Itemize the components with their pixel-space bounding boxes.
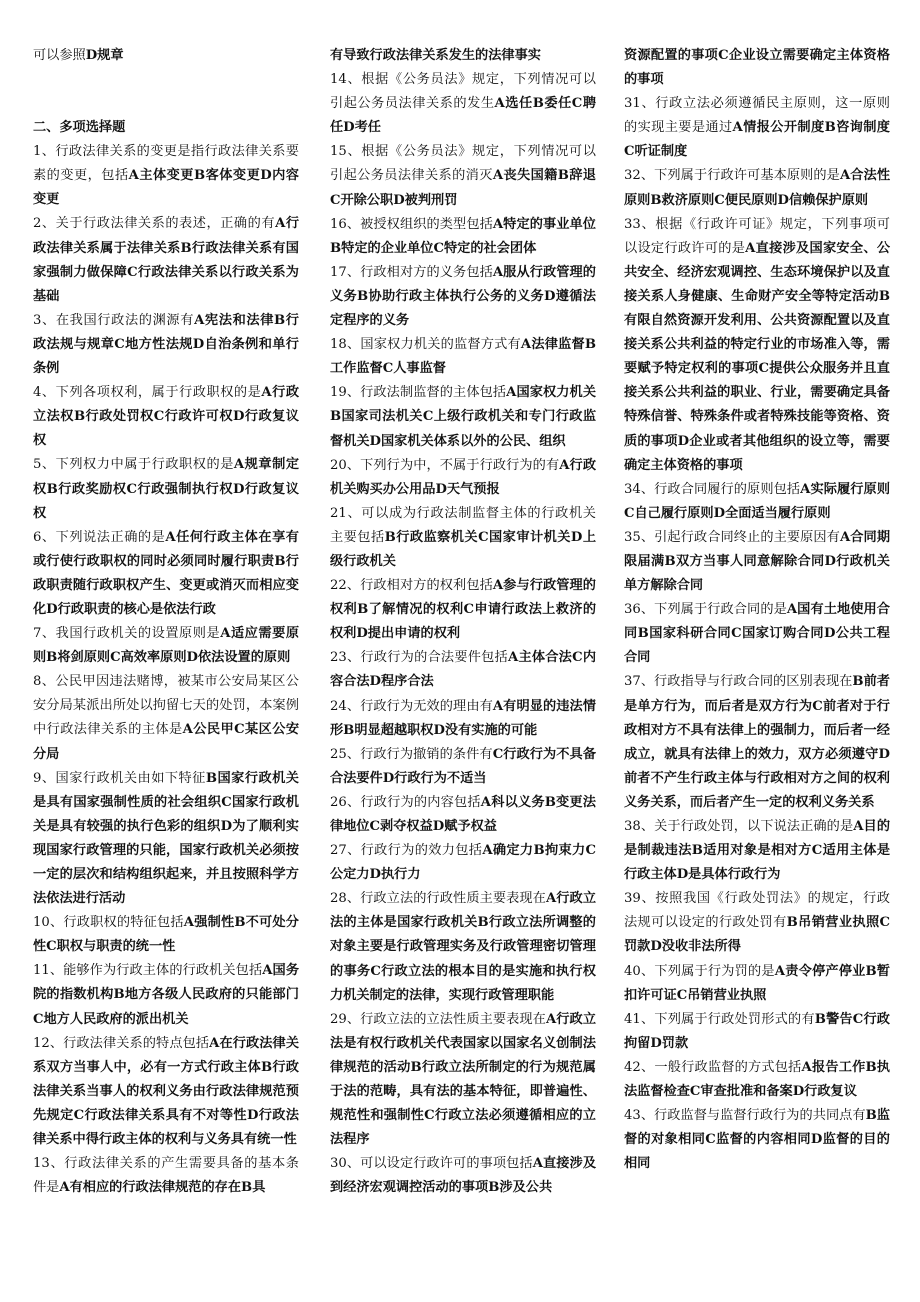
answer-text: A规章制定权B行政奖励权C行政强制执行权D行政复议权 [33,457,300,521]
question-text: 19、行政法制监督的主体包括 [330,385,507,401]
question-text: 9、国家行政机关由如下特征 [33,770,206,786]
question-text: 11、能够作为行政主体的行政机关包括 [33,963,263,979]
question-item [330,381,596,453]
question-text: 27、行政行为的效力包括 [330,843,483,859]
question-text: 26、行政行为的内容包括 [330,794,481,810]
answer-text: A任何行政主体在享有或行使行政职权的同时必须同时履行职责B行政职责随行政职权产生、变更或消灭而相应变化D行政职责的核心是依法行政 [33,529,299,617]
question-item [33,140,299,212]
question-text: 可以参照 [33,48,86,63]
answer-text: A行政机关购买办公用品D天气预报 [330,457,597,497]
answer-text: A公民甲C某区公安分局 [33,722,300,762]
answer-text: A合同期限届满B双方当事人同意解除合同D行政机关单方解除合同 [624,529,891,594]
question-text: 16、被授权组织的类型包括 [330,216,493,232]
answer-text: B监督的对象相同C监督的内容相同D监督的目的相同 [624,1108,890,1172]
answer-text: A责令停产停业B暂扣许可证C吊销营业执照 [624,963,890,1003]
question-item [330,1152,596,1200]
answer-text: A选任B委任C聘任D考任 [330,96,597,136]
answer-text: A服从行政管理的义务B协助行政主体执行公务的义务D遵循法定程序的义务 [330,264,596,329]
answer-text: A宪法和法律B行政法规与规章C地方性法规D自治条例和单行条例 [33,312,299,377]
question-item [624,526,890,598]
question-text: 18、国家权力机关的监督方式有 [330,337,521,353]
question-item [624,670,890,815]
section-spacer [33,68,299,116]
answer-text: A目的是制裁违法B适用对象是相对方C适用主体是行政主体D是具体行政行为 [624,819,891,883]
question-text: 34、行政合同履行的原则包括 [624,481,801,497]
section-heading: 二、多项选择题 [33,120,126,136]
answer-text: A国家权力机关B国家司法机关C上级行政机关和专门行政监督机关D国家机关体系以外的公民、组织 [330,385,597,449]
question-item [33,622,299,670]
question-item [330,1008,596,1153]
answer-text: A报告工作B执法监督检查C审查批准和备案D行政复议 [624,1059,890,1100]
question-item [330,574,596,646]
question-item [33,1152,299,1200]
question-item [624,1056,890,1104]
question-text: 42、一般行政监督的方式包括 [624,1059,802,1075]
answer-text: A情报公开制度B咨询制度C听证制度 [624,120,890,160]
question-item [624,1008,890,1056]
question-text: 2、关于行政法律关系的表述，正确的有 [33,216,276,232]
question-text: 14、根据《公务员法》规定，下列情况可以引起公务员法律关系的发生 [330,72,596,112]
question-text: 25、行政行为撤销的条件有 [330,746,493,762]
question-text: 20、下列行为中，不属于行政行为的有 [330,457,560,473]
question-text: 22、行政相对方的权利包括 [330,578,493,594]
question-text: 21、可以成为行政法制监督主体的行政机关主要包括 [330,505,596,545]
answer-text: A在行政法律关系双方当事人中，必有一方式行政主体B行政法律关系当事人的权利义务由行政法律规范预先规定C行政法律关系具有不对等性D行政法律关系中得行政主体的权利与义务具有统一性 [33,1035,300,1148]
answer-text: A特定的事业单位B特定的企业单位C特定的社会团体 [330,216,596,256]
question-text: 37、行政指导与行政合同的区别表现在 [624,674,853,690]
answer-text: A实际履行原则C自己履行原则D全面适当履行原则 [624,481,891,521]
question-item [33,767,299,912]
question-item [330,140,596,212]
answer-text: D规章 [85,48,124,63]
text-column-right [624,44,890,1176]
question-item [624,815,890,887]
question-text: 8、公民甲因违法赌博，被某市公安局某区公安分局某派出所处以拘留七天的处罚，本案例中行政法律关系的主体是 [33,674,299,738]
question-item [33,212,299,308]
question-text: 32、下列属于行政许可基本原则的是 [624,168,840,184]
answer-text: A强制性B不可处分性C职权与职责的统一性 [33,915,299,955]
answer-text: A参与行政管理的权利B了解情况的权利C申请行政法上救济的权利D提出申请的权利 [330,578,596,642]
question-item [330,887,596,1007]
question-text: 17、行政相对方的义务包括 [330,264,493,280]
question-item [624,1104,890,1176]
answer-text: A确定力B拘束力C公定力D执行力 [330,843,596,883]
question-item [33,1032,299,1152]
question-item [330,646,596,694]
question-text: 35、引起行政合同终止的主要原因有 [624,529,840,545]
question-text: 1、行政法律关系的变更是指行政法律关系要素的变更，包括 [33,144,299,184]
answer-text: 有导致行政法律关系发生的法律事实 [330,48,541,63]
question-item [624,598,890,670]
question-item [624,887,890,959]
question-text: 33、根据《行政许可证》规定，下列事项可以设定行政许可的是 [624,216,890,256]
question-item [33,959,299,1031]
question-text: 23、行政行为的合法要件包括 [330,650,508,666]
answer-text: A行政立法是有权行政机关代表国家以国家名义创制法律规范的活动B行政立法所制定的行为规范属于法的范畴，具有法的基本特征，即普遍性、规范性和强制性C行政立法必须遵循相应的立法程序 [330,1011,597,1148]
question-text: 5、下列权力中属于行政职权的是 [33,457,234,473]
answer-text: A法律监督B工作监督C人事监督 [330,337,596,377]
question-text: 15、根据《公务员法》规定，下列情况可以引起公务员法律关系的消灭 [330,144,596,184]
answer-text: A有相应的行政法律规范的存在B具 [59,1180,266,1196]
question-text: 13、行政法律关系的产生需要具备的基本条件是 [33,1156,299,1196]
question-text: 43、行政监督与监督行政行为的共同点有 [624,1108,866,1124]
question-item [624,164,890,212]
question-item [330,743,596,791]
question-text: 12、行政法律关系的特点包括 [33,1035,210,1051]
question-item [33,309,299,381]
answer-text: A丧失国籍B辞退C开除公职D被判刑罚 [330,168,596,208]
answer-text: A主体合法C内容合法D程序合法 [330,650,597,690]
question-item [330,695,596,743]
answer-text: A科以义务B变更法律地位C剥夺权益D赋予权益 [330,794,596,834]
question-item [330,791,596,839]
question-item [330,333,596,381]
answer-text: A行政法律关系属于法律关系B行政法律关系有国家强制力做保障C行政法律关系以行政关系为基础 [33,216,300,304]
answer-text: B警告C行政拘留D罚款 [624,1011,890,1051]
answer-text: A主体变更B客体变更D内容变更 [33,168,299,208]
question-item [33,526,299,622]
answer-text: A直接涉及国家安全、公共安全、经济宏观调控、生态环境保护以及直接关系人身健康、生命财产安全等特定活动B有限自然资源开发利用、公共资源配置以及直接关系公共利益的特定行业的市场准入等，需要赋予特定权利的事项C提供公众服务并且直接关系公共利益的职业、行业，需要确定具备特殊信誉、特殊条件或者特殊技能等资格、资质的事项D企业或者其他组织的设立等，需要确定主体资格的事项 [624,240,891,473]
answer-text: A适应需要原则B将剑原则C高效率原则D依法设置的原则 [33,626,300,666]
question-item [330,213,596,261]
question-text: 4、下列各项权利，属于行政职权的是 [33,385,262,401]
answer-text: B行政监察机关C国家审计机关D上级行政机关 [330,529,597,569]
question-text: 40、下列属于行为罚的是 [624,963,775,979]
question-item [624,92,890,164]
question-text: 24、行政行为无效的理由有 [330,698,493,714]
question-text: 6、下列说法正确的是 [33,529,166,545]
answer-text: 资源配置的事项C企业设立需要确定主体资格的事项 [624,48,890,88]
question-item [330,68,596,140]
answer-text: A行政立法的主体是国家行政机关B行政立法所调整的对象主要是行政管理实务及行政管理密切管理的事务C行政立法的根本目的是实施和执行权力机关制定的法律，实现行政管理职能 [330,891,597,1003]
answer-text: A合法性原则B救济原则C便民原则D信赖保护原则 [624,168,891,208]
question-text: 10、行政职权的特征包括 [33,915,184,931]
answer-text: A行政立法权B行政处罚权C行政许可权D行政复议权 [33,385,300,449]
question-text: 39、按照我国《行政处罚法》的规定，行政法规可以设定的行政处罚有 [624,891,890,931]
question-item [33,453,299,525]
question-item [33,670,299,766]
question-text: 7、我国行政机关的设置原则是 [33,626,221,642]
question-text: 28、行政立法的行政性质主要表现在 [330,891,546,907]
question-text: 3、在我国行政法的渊源有 [33,312,195,328]
question-text: 30、可以设定行政许可的事项包括 [330,1156,533,1172]
answer-text: A国务院的指数机构B地方各级人民政府的只能部门C地方人民政府的派出机关 [33,963,300,1027]
question-item [33,911,299,959]
question-item [624,960,890,1008]
question-item [330,839,596,887]
answer-text: C行政行为不具备合法要件D行政行为不适当 [330,746,597,786]
question-item [33,44,299,68]
question-text: 31、行政立法必须遵循民主原则，这一原则的实现主要是通过 [624,96,890,136]
question-text: 29、行政立法的立法性质主要表现在 [330,1011,546,1027]
question-item [330,44,596,68]
answer-text: B国家行政机关是具有国家强制性质的社会组织C国家行政机关是具有较强的执行色彩的组织D为了顺利实现国家行政管理的只能，国家行政机关必须按一定的层次和结构组织起来，并且按照科学方法依法进行活动 [33,770,299,907]
text-column-left [33,44,299,1200]
question-item [624,213,890,478]
question-item [624,478,890,526]
question-item [624,44,890,92]
text-column-middle [330,44,596,1201]
question-text: 38、关于行政处罚，以下说法正确的是 [624,819,854,834]
question-item [330,261,596,333]
answer-text: A直接涉及到经济宏观调控活动的事项B涉及公共 [330,1156,597,1196]
answer-text: B前者是单方行为，而后者是双方行为C前者对于行政相对方不具有法律上的强制力，而后者一经成立，就具有法律上的效力，双方必须遵守D前者不产生行政主体与行政相对方之间的权利义务关系，而后者产生一定的权利义务关系 [624,674,890,810]
question-text: 41、下列属于行政处罚形式的有 [624,1011,815,1027]
question-item [33,381,299,453]
question-item [330,454,596,502]
question-item [330,502,596,574]
answer-text: A有明显的违法情形B明显超越职权D没有实施的可能 [330,698,596,738]
answer-text: B吊销营业执照C罚款D没收非法所得 [624,915,890,955]
answer-text: A国有土地使用合同B国家科研合同C国家订购合同D公共工程合同 [624,602,890,666]
question-text: 36、下列属于行政合同的是 [624,602,787,618]
